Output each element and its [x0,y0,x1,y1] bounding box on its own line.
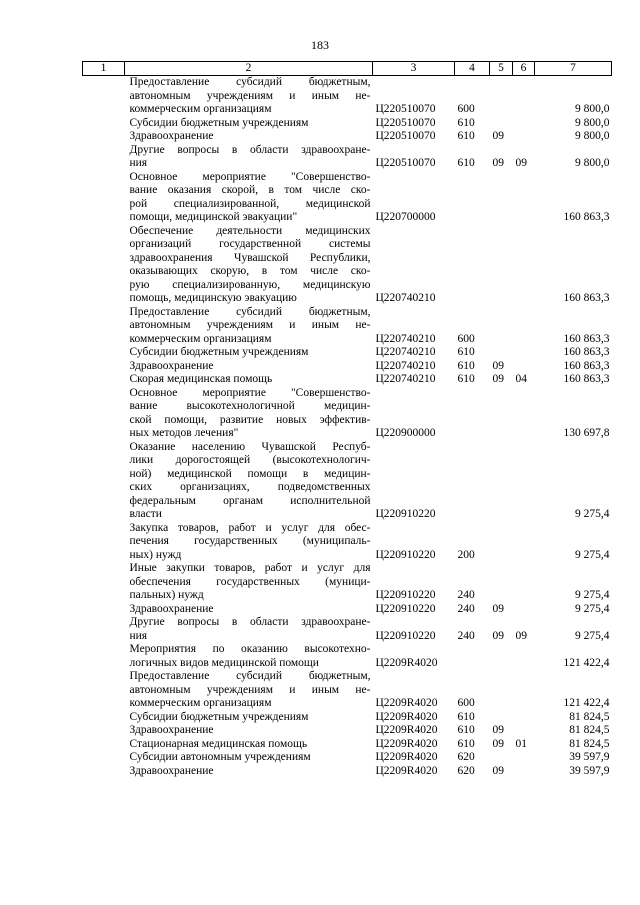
row-number-cell [83,306,125,347]
expense-type-cell: 240 [457,629,475,642]
item-name-line: Предоставление субсидий бюджетным, [129,305,371,318]
row-number-cell [83,738,125,752]
target-item-code-cell: Ц220740210 [375,292,436,304]
expense-type-cell: 610 [457,710,475,723]
subsection-cell [513,117,535,131]
row-number-cell [83,76,125,117]
item-name-line: Предоставление субсидий бюджетным, [129,76,371,88]
row-number-cell [83,441,125,522]
subsection-cell [513,643,535,670]
table-row [83,724,612,738]
subsection-cell [513,130,535,144]
section-cell [490,441,513,522]
expense-type-cell: 200 [457,548,475,561]
section-cell: 09 [492,373,504,385]
target-item-code-cell: Ц2209R4020 [375,656,438,669]
target-item-code-cell: Ц220910220 [375,602,436,615]
item-name-line: Субсидии бюджетным учреждениям [129,346,309,358]
expense-type-cell: 610 [457,116,475,129]
section-cell: 09 [492,764,504,777]
item-name-line: Обеспечение деятельности медицинских [129,224,371,237]
table-row [83,387,612,441]
amount-cell: 121 422,4 [563,697,610,709]
section-cell: 09 [492,130,504,142]
item-name-line: автономным учреждениям и иным не- [129,89,371,102]
expense-type-cell: 610 [457,157,475,169]
section-cell: 09 [492,629,504,642]
expense-type-cell: 240 [457,589,475,601]
amount-cell: 81 824,5 [569,710,610,723]
item-name-line: Здравоохранение [129,764,214,777]
column-header-5: 5 [490,62,513,76]
target-item-code-cell: Ц2209R4020 [375,710,438,723]
item-name-line: Здравоохранение [129,359,214,372]
item-name-cell [125,724,373,738]
amount-cell: 39 597,9 [569,764,610,777]
item-name-line: Субсидии бюджетным учреждениям [129,116,309,129]
expense-type-cell: 240 [457,602,475,615]
row-number-cell [83,643,125,670]
item-name-line: рой специализированной, медицинской [129,197,371,210]
section-cell [490,76,513,117]
amount-cell: 121 422,4 [563,656,610,669]
table-row [83,522,612,563]
target-item-code-cell: Ц220510070 [375,116,436,129]
subsection-cell [513,360,535,374]
target-item-code-cell: Ц220910220 [375,589,436,601]
subsection-cell [513,765,535,779]
target-item-code-cell: Ц220740210 [375,359,436,372]
column-header-7: 7 [535,62,612,76]
table-row [83,117,612,131]
table-row [83,171,612,225]
subsection-cell [513,522,535,563]
subsection-cell [513,711,535,725]
section-cell [490,346,513,360]
item-name-line: автономным учреждениям и иным не- [129,319,371,331]
item-name-line: федеральным органам исполнительной [129,494,371,507]
amount-cell: 9 800,0 [575,103,610,115]
section-cell: 09 [492,602,504,615]
expense-type-cell [455,225,490,306]
item-name-line: ной) медицинской помощи в медицин- [129,467,371,480]
expense-type-cell [455,441,490,522]
item-name-cell [125,144,373,171]
section-cell [490,225,513,306]
section-cell [490,171,513,225]
item-name-line: ния [129,157,148,169]
item-name-line: пальных) нужд [129,589,204,601]
expense-type-cell [455,171,490,225]
item-name-line: Другие вопросы в области здравоохране- [129,143,371,156]
section-cell [490,387,513,441]
expense-type-cell: 620 [457,764,475,777]
row-number-cell [83,346,125,360]
amount-cell: 81 824,5 [569,724,610,736]
item-name-line: власти [129,508,162,520]
subsection-cell [513,225,535,306]
table-row [83,360,612,374]
item-name-cell [125,373,373,387]
table-row [83,711,612,725]
expense-type-cell: 610 [457,737,475,750]
row-number-cell [83,765,125,779]
target-item-code-cell: Ц2209R4020 [375,751,438,763]
item-name-line: ской помощи, развитие новых эффектив- [129,413,371,426]
table-row [83,603,612,617]
item-name-cell [125,130,373,144]
item-name-cell [125,643,373,670]
amount-cell: 160 863,3 [563,346,610,358]
section-cell [490,562,513,603]
table-row [83,616,612,643]
section-cell [490,306,513,347]
expense-type-cell: 600 [457,697,475,709]
item-name-line: ских организациях, подведомственных [129,481,371,493]
subsection-cell [513,724,535,738]
target-item-code-cell: Ц220510070 [375,157,436,169]
table-row [83,670,612,711]
table-row [83,765,612,779]
expense-type-cell: 620 [457,751,475,763]
table-row [83,76,612,117]
subsection-cell [513,441,535,522]
target-item-code-cell: Ц2209R4020 [375,724,438,736]
item-name-cell [125,76,373,117]
row-number-cell [83,603,125,617]
section-cell [490,711,513,725]
section-cell [490,522,513,563]
subsection-cell [513,171,535,225]
amount-cell: 81 824,5 [569,737,610,750]
subsection-cell: 09 [515,157,527,169]
row-number-cell [83,171,125,225]
item-name-cell [125,225,373,306]
item-name-cell [125,616,373,643]
item-name-cell [125,441,373,522]
subsection-cell [513,670,535,711]
section-cell [490,643,513,670]
item-name-cell [125,360,373,374]
section-cell: 09 [492,737,504,750]
item-name-line: Стационарная медицинская помощь [129,737,308,750]
row-number-cell [83,117,125,131]
table-row [83,373,612,387]
subsection-cell [513,562,535,603]
expense-type-cell: 600 [457,332,475,345]
row-number-cell [83,751,125,765]
item-name-line: Субсидии автономным учреждениям [129,751,311,763]
target-item-code-cell: Ц220740210 [375,373,436,385]
item-name-line: коммерческим организациям [129,103,272,115]
item-name-cell [125,306,373,347]
table-row [83,225,612,306]
subsection-cell: 04 [515,373,527,385]
subsection-cell [513,306,535,347]
item-name-cell [125,738,373,752]
column-header-1: 1 [83,62,125,76]
item-name-line: ния [129,629,148,642]
item-name-cell [125,603,373,617]
item-name-line: печения государственных (муниципаль- [129,535,371,547]
expense-type-cell: 610 [457,373,475,385]
item-name-line: ных) нужд [129,548,182,561]
row-number-cell [83,387,125,441]
target-item-code-cell: Ц220910220 [375,508,436,520]
amount-cell: 160 863,3 [563,373,610,385]
subsection-cell [513,387,535,441]
item-name-line: Оказание населению Чувашской Респуб- [129,440,371,453]
item-name-cell [125,171,373,225]
subsection-cell: 01 [515,737,527,750]
section-cell [490,117,513,131]
subsection-cell [513,346,535,360]
item-name-line: Здравоохранение [129,602,214,615]
amount-cell: 9 800,0 [575,116,610,129]
amount-cell: 9 275,4 [575,508,610,520]
budget-table [82,61,612,778]
item-name-line: логичных видов медицинской помощи [129,656,319,669]
row-number-cell [83,711,125,725]
item-name-line: Субсидии бюджетным учреждениям [129,710,309,723]
item-name-line: Иные закупки товаров, работ и услуг для [129,562,371,574]
table-row [83,441,612,522]
item-name-cell [125,346,373,360]
column-header-6: 6 [513,62,535,76]
amount-cell: 9 275,4 [575,602,610,615]
table-row [83,562,612,603]
expense-type-cell [455,387,490,441]
row-number-cell [83,562,125,603]
expense-type-cell: 600 [457,103,475,115]
item-name-line: ных методов лечения" [129,427,239,439]
amount-cell: 9 275,4 [575,629,610,642]
target-item-code-cell: Ц2209R4020 [375,764,438,777]
table-header [83,62,612,76]
table-row [83,306,612,347]
item-name-line: Мероприятия по оказанию высокотехно- [129,643,371,655]
target-item-code-cell: Ц220510070 [375,103,436,115]
table-row [83,751,612,765]
section-cell: 09 [492,359,504,372]
section-cell [490,670,513,711]
item-name-cell [125,751,373,765]
item-name-line: Скорая медицинская помощь [129,373,273,385]
amount-cell: 160 863,3 [563,359,610,372]
item-name-line: автономным учреждениям и иным не- [129,683,371,696]
expense-type-cell: 610 [457,130,475,142]
item-name-line: Другие вопросы в области здравоохране- [129,616,371,628]
amount-cell: 39 597,9 [569,751,610,763]
target-item-code-cell: Ц220700000 [375,211,436,223]
section-cell: 09 [492,157,504,169]
amount-cell: 130 697,8 [563,427,610,439]
subsection-cell [513,603,535,617]
subsection-cell [513,76,535,117]
amount-cell: 160 863,3 [563,292,610,304]
item-name-line: Здравоохранение [129,724,214,736]
item-name-line: Основное мероприятие "Совершенство- [129,386,371,399]
item-name-line: помощь, медицинскую эвакуацию [129,292,297,304]
item-name-line: коммерческим организациям [129,332,272,345]
expense-type-cell: 610 [457,359,475,372]
item-name-cell [125,765,373,779]
item-name-line: обеспечения государственных (муници- [129,575,371,588]
row-number-cell [83,724,125,738]
table-row [83,738,612,752]
column-header-3: 3 [373,62,455,76]
table-row [83,643,612,670]
item-name-line: Основное мероприятие "Совершенство- [129,170,371,183]
table-row [83,130,612,144]
column-header-4: 4 [455,62,490,76]
item-name-line: помощи, медицинской эвакуации" [129,211,298,223]
item-name-line: вание оказания скорой, в том числе ско- [129,184,371,196]
amount-cell: 9 800,0 [575,130,610,142]
item-name-cell [125,562,373,603]
page-number: 183 [311,38,329,52]
item-name-cell [125,387,373,441]
item-name-line: организаций государственной системы [129,238,371,250]
item-name-line: здравоохранения Чувашской Республики, [129,251,371,264]
item-name-line: оказывающих скорую, в том числе ско- [129,265,371,277]
row-number-cell [83,670,125,711]
section-cell: 09 [492,724,504,736]
table-row [83,144,612,171]
item-name-line: коммерческим организациям [129,697,272,709]
item-name-line: Закупка товаров, работ и услуг для обес- [129,521,371,534]
amount-cell: 160 863,3 [563,211,610,223]
subsection-cell: 09 [515,629,527,642]
row-number-cell [83,225,125,306]
target-item-code-cell: Ц220740210 [375,332,436,345]
expense-type-cell: 610 [457,724,475,736]
target-item-code-cell: Ц2209R4020 [375,697,438,709]
item-name-cell [125,117,373,131]
table-row [83,346,612,360]
table-body [83,76,612,779]
row-number-cell [83,360,125,374]
row-number-cell [83,522,125,563]
item-name-line: вание высокотехнологичной медицин- [129,400,371,412]
item-name-line: рую специализированную, медицинскую [129,278,371,291]
row-number-cell [83,616,125,643]
item-name-line: Предоставление субсидий бюджетным, [129,670,371,682]
row-number-cell [83,144,125,171]
expense-type-cell [455,643,490,670]
target-item-code-cell: Ц220910220 [375,548,436,561]
target-item-code-cell: Ц220510070 [375,130,436,142]
expense-type-cell: 610 [457,346,475,358]
item-name-cell [125,522,373,563]
item-name-cell [125,670,373,711]
subsection-cell [513,751,535,765]
row-number-cell [83,130,125,144]
row-number-cell [83,373,125,387]
section-cell [490,751,513,765]
target-item-code-cell: Ц220740210 [375,346,436,358]
column-header-2: 2 [125,62,373,76]
amount-cell: 9 275,4 [575,548,610,561]
item-name-line: лики дорогостоящей (высокотехнологич- [129,454,371,466]
amount-cell: 160 863,3 [563,332,610,345]
target-item-code-cell: Ц220900000 [375,427,436,439]
item-name-line: Здравоохранение [129,130,214,142]
amount-cell: 9 275,4 [575,589,610,601]
amount-cell: 9 800,0 [575,157,610,169]
target-item-code-cell: Ц220910220 [375,629,436,642]
item-name-cell [125,711,373,725]
target-item-code-cell: Ц2209R4020 [375,737,438,750]
